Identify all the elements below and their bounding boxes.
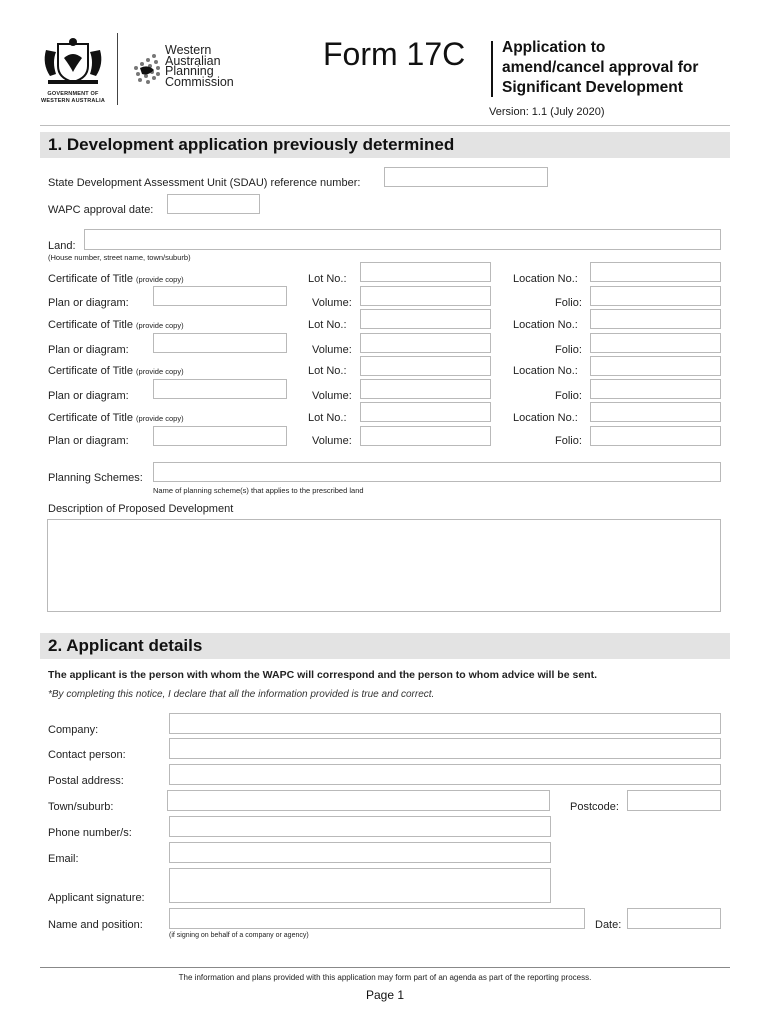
wapc-map-icon: [128, 46, 164, 92]
land-label: Land:: [48, 240, 76, 252]
section2-heading: 2. Applicant details: [40, 633, 730, 659]
contact-person-label: Contact person:: [48, 749, 126, 761]
date-label: Date:: [595, 919, 622, 931]
location-label: Location No.:: [513, 319, 578, 331]
lot-label: Lot No.:: [308, 319, 347, 331]
land-hint: (House number, street name, town/suburb): [48, 253, 191, 262]
lot-number-input[interactable]: [360, 262, 491, 282]
certificate-of-title-label: [48, 273, 184, 285]
postal-address-label: Postal address:: [48, 775, 124, 787]
header-rule: [40, 125, 730, 126]
location-number-input[interactable]: [590, 309, 721, 329]
sdau-reference-input[interactable]: [384, 167, 548, 187]
date-input[interactable]: [627, 908, 721, 929]
plan-diagram-input[interactable]: [153, 333, 287, 353]
lot-number-input[interactable]: [360, 309, 491, 329]
volume-label: Volume:: [312, 390, 352, 402]
volume-input[interactable]: [360, 379, 491, 399]
volume-label: Volume:: [312, 344, 352, 356]
certificate-of-title-label: [48, 412, 184, 424]
cert-label-text: Certificate of Title: [48, 273, 133, 285]
footer-rule: [40, 967, 730, 968]
plan-label: Plan or diagram:: [48, 435, 129, 447]
wa-government-crest: [38, 36, 108, 104]
plan-label: Plan or diagram:: [48, 297, 129, 309]
crest-caption-line1: GOVERNMENT OF: [47, 91, 99, 97]
footer-note: The information and plans provided with this application may form part of an agenda as part of the reporting process.: [178, 973, 592, 982]
folio-label: Folio:: [555, 344, 582, 356]
page-number: Page 1: [365, 988, 405, 1002]
form-title-line2: amend/cancel approval for: [502, 59, 699, 76]
plan-diagram-input[interactable]: [153, 379, 287, 399]
land-input[interactable]: [84, 229, 721, 250]
cert-hint-text: (provide copy): [136, 275, 184, 284]
company-label: Company:: [48, 724, 99, 736]
cert-hint-text: (provide copy): [136, 367, 184, 376]
cert-hint-text: (provide copy): [136, 321, 184, 330]
volume-input[interactable]: [360, 286, 491, 306]
wapc-date-label: WAPC approval date:: [48, 204, 154, 216]
location-label: Location No.:: [513, 365, 578, 377]
form-title: [502, 38, 698, 98]
cert-label-text: Certificate of Title: [48, 319, 133, 331]
wapc-name-line4: Commission: [165, 74, 234, 89]
email-input[interactable]: [169, 842, 551, 863]
location-number-input[interactable]: [590, 402, 721, 422]
cert-hint-text: (provide copy): [136, 414, 184, 423]
certificate-of-title-label: [48, 319, 184, 331]
description-textarea[interactable]: [47, 519, 721, 612]
description-label: Description of Proposed Development: [48, 503, 234, 515]
plan-label: Plan or diagram:: [48, 344, 129, 356]
plan-diagram-input[interactable]: [153, 286, 287, 306]
name-position-label: Name and position:: [48, 919, 143, 931]
postal-address-input[interactable]: [169, 764, 721, 785]
planning-schemes-hint: Name of planning scheme(s) that applies to the prescribed land: [153, 486, 364, 495]
postcode-input[interactable]: [627, 790, 721, 811]
volume-label: Volume:: [312, 297, 352, 309]
name-position-hint: (if signing on behalf of a company or agency): [169, 932, 309, 939]
lot-number-input[interactable]: [360, 356, 491, 376]
name-position-input[interactable]: [169, 908, 585, 929]
signature-box[interactable]: [169, 868, 551, 903]
form-title-line3: Significant Development: [502, 79, 683, 96]
folio-input[interactable]: [590, 379, 721, 399]
email-label: Email:: [48, 853, 79, 865]
location-label: Location No.:: [513, 273, 578, 285]
form-version: Version: 1.1 (July 2020): [489, 106, 605, 118]
town-suburb-label: Town/suburb:: [48, 801, 114, 813]
folio-input[interactable]: [590, 286, 721, 306]
postcode-label: Postcode:: [570, 801, 619, 813]
declaration-text: *By completing this notice, I declare that all the information provided is true and correct.: [48, 689, 435, 700]
lot-label: Lot No.:: [308, 365, 347, 377]
folio-label: Folio:: [555, 297, 582, 309]
header-divider: [117, 33, 118, 105]
plan-label: Plan or diagram:: [48, 390, 129, 402]
certificate-of-title-label: [48, 365, 184, 377]
contact-person-input[interactable]: [169, 738, 721, 759]
wapc-name-line2: Australian: [165, 53, 221, 68]
wapc-name-line1: Western: [165, 43, 212, 57]
wapc-name-line3: Planning: [165, 64, 214, 78]
crest-caption-line2: WESTERN AUSTRALIA: [41, 98, 105, 104]
title-divider: [491, 41, 493, 97]
planning-schemes-label: Planning Schemes:: [48, 472, 143, 484]
volume-input[interactable]: [360, 333, 491, 353]
lot-number-input[interactable]: [360, 402, 491, 422]
company-input[interactable]: [169, 713, 721, 734]
wapc-approval-date-input[interactable]: [167, 194, 260, 214]
lot-label: Lot No.:: [308, 412, 347, 424]
form-number: Form 17C: [323, 36, 466, 72]
plan-diagram-input[interactable]: [153, 426, 287, 446]
folio-label: Folio:: [555, 390, 582, 402]
location-number-input[interactable]: [590, 262, 721, 282]
phone-label: Phone number/s:: [48, 827, 132, 839]
volume-input[interactable]: [360, 426, 491, 446]
applicant-intro: The applicant is the person with whom the WAPC will correspond and the person to whom advice will be sent.: [48, 669, 597, 681]
planning-schemes-input[interactable]: [153, 462, 721, 482]
folio-label: Folio:: [555, 435, 582, 447]
folio-input[interactable]: [590, 426, 721, 446]
phone-input[interactable]: [169, 816, 551, 837]
cert-label-text: Certificate of Title: [48, 412, 133, 424]
lot-label: Lot No.:: [308, 273, 347, 285]
cert-label-text: Certificate of Title: [48, 365, 133, 377]
wapc-logo: [128, 42, 258, 98]
location-number-input[interactable]: [590, 356, 721, 376]
town-suburb-input[interactable]: [167, 790, 550, 811]
sdau-label: State Development Assessment Unit (SDAU) reference number:: [48, 177, 361, 189]
location-label: Location No.:: [513, 412, 578, 424]
signature-label: Applicant signature:: [48, 892, 145, 904]
crest-icon: [38, 36, 108, 86]
volume-label: Volume:: [312, 435, 352, 447]
section1-heading: 1. Development application previously determined: [40, 132, 730, 158]
form-title-line1: Application to: [502, 39, 606, 56]
folio-input[interactable]: [590, 333, 721, 353]
